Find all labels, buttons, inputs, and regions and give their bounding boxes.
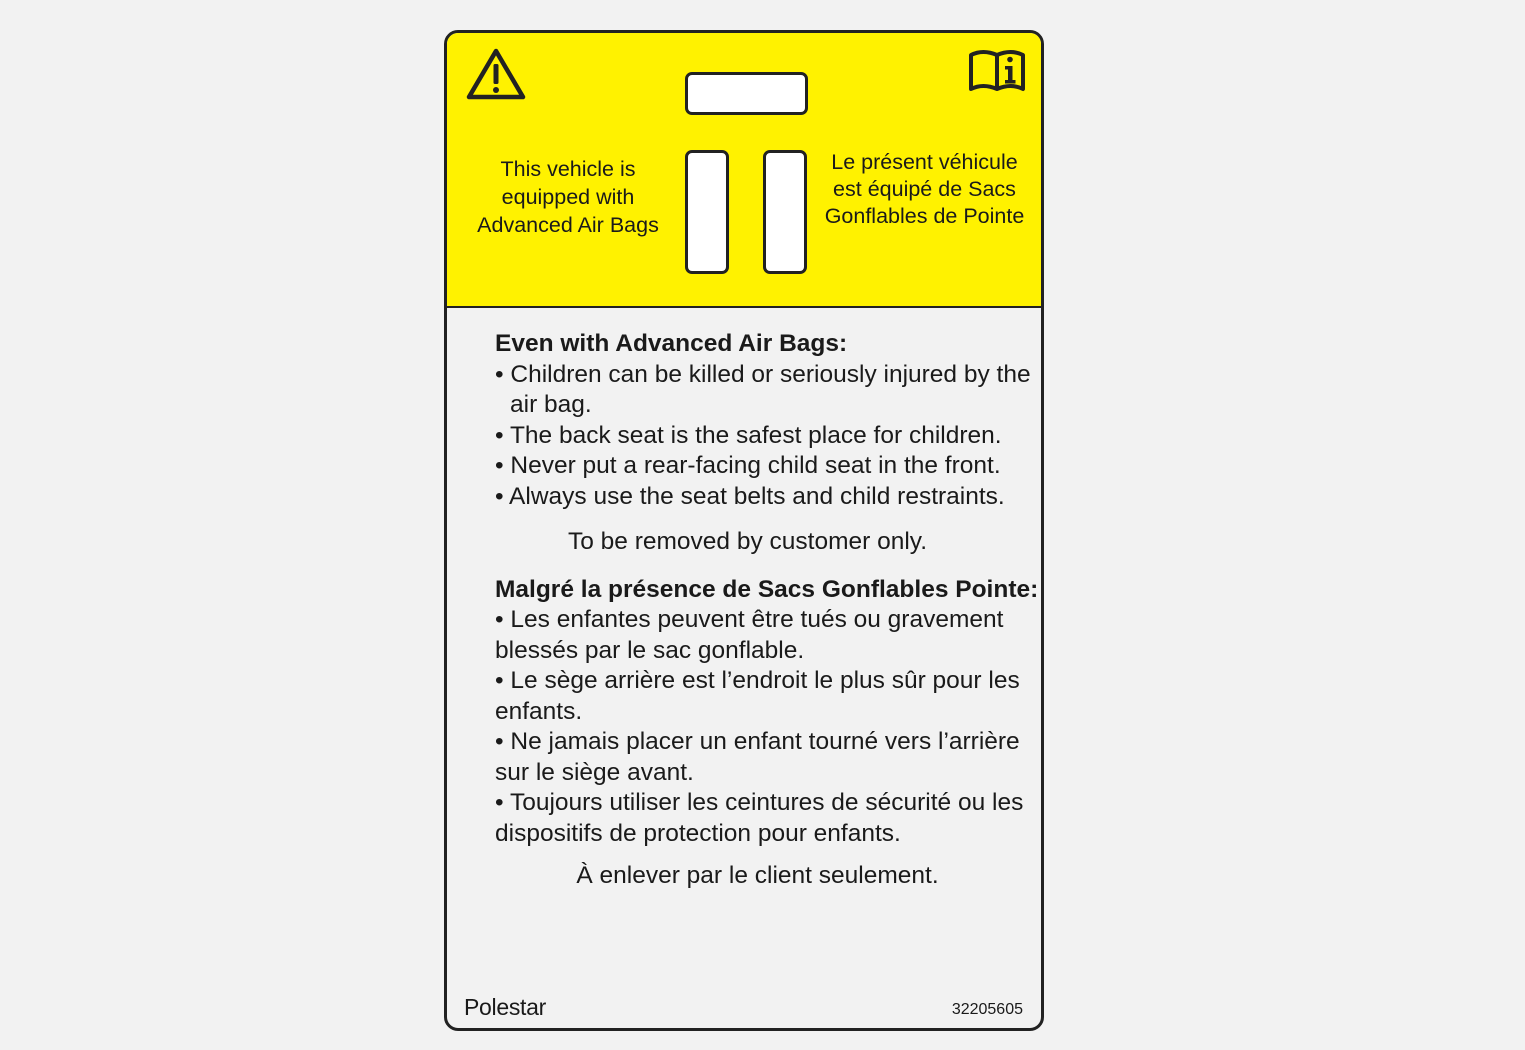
english-bullet-list <box>495 360 1040 513</box>
english-heading: Even with Advanced Air Bags: <box>495 330 848 357</box>
english-bullet: • Always use the seat belts and child restraints. <box>495 482 1005 510</box>
french-removal-note: À enlever par le client seulement. <box>576 862 939 889</box>
english-removal-note: To be removed by customer only. <box>567 528 928 555</box>
brand-name: Polestar <box>464 994 546 1020</box>
french-heading: Malgré la présence de Sacs Gonflables Pointe: <box>495 575 1039 603</box>
yellow-header-panel <box>447 33 1041 308</box>
english-bullet: • Never put a rear-facing child seat in the front. <box>495 452 1001 479</box>
label-window-top <box>685 72 808 115</box>
label-window-left <box>685 150 729 274</box>
warning-text-body <box>495 329 1040 892</box>
warning-triangle-icon <box>465 47 527 101</box>
french-bullet: • Le sège arrière est l’endroit le plus sûr pour les enfants. <box>495 667 1020 725</box>
french-airbag-notice: Le présent véhicule est équipé de Sacs Gonflables de Pointe <box>824 150 1025 228</box>
owners-manual-info-icon <box>968 47 1026 93</box>
english-airbag-notice: This vehicle is equipped with Advanced Air Bags <box>477 157 659 237</box>
label-window-right <box>763 150 807 274</box>
airbag-warning-label <box>444 30 1044 1031</box>
english-bullet: • The back seat is the safest place for children. <box>495 421 1002 449</box>
french-bullet: • Toujours utiliser les ceintures de sécurité ou les dispositifs de protection pour enfants. <box>495 789 1024 847</box>
french-bullet: • Ne jamais placer un enfant tourné vers l’arrière sur le siège avant. <box>495 728 1020 786</box>
french-bullet-list <box>495 605 1040 849</box>
part-number: 32205605 <box>951 1001 1023 1018</box>
english-bullet: • Children can be killed or seriously injured by the air bag. <box>495 360 1031 418</box>
french-bullet: • Les enfantes peuvent être tués ou gravement blessés par le sac gonflable. <box>495 606 1004 664</box>
